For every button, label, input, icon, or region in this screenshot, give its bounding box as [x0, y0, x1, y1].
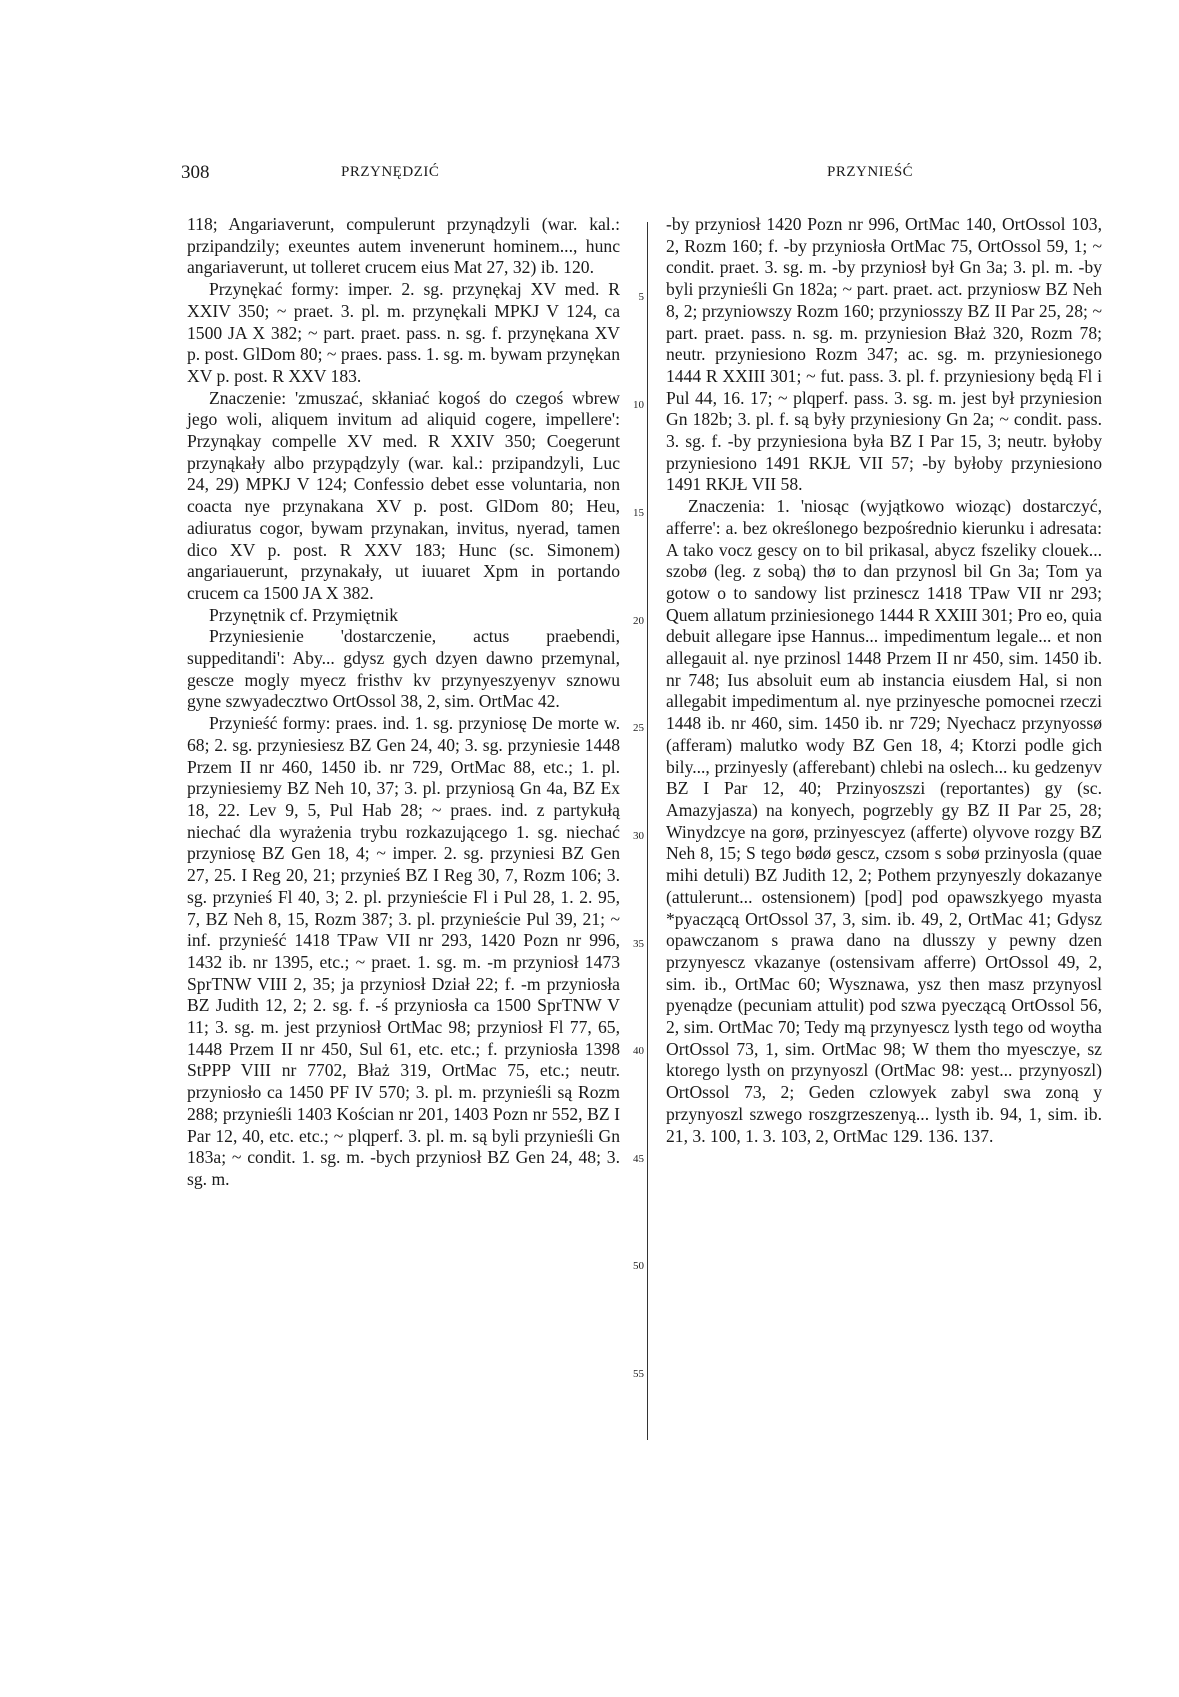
page-number: 308: [181, 162, 210, 183]
entry-continuation: 118; Angariaverunt, compulerunt przynądzyli (war. kal.: przipandzily; exeuntes autem invenerunt hominem..., hunc angariaverunt, ut tolleret crucem eius Mat 27, 32) ib. 120.: [187, 214, 620, 278]
meaning-przyniesc: Znaczenia: 1. 'niosąc (wyjątkowo wioząc) dostarczyć, afferre': a. bez określonego bezpośrednio kierunku i adresata: A tako vocz gescy on to bil prikasal, abycz fszeliky clouek... szobø (leg. z sobą) thø to dan przynosl bil Gn 3a; Tom ya gotow o to sandowy list przinescz 1418 TPaw VII nr 293; Quem allatum prziniesionego 1444 R XXIII 301; Pro eo, quia debuit allegare ipse Hannus... impedimentum legale... et non allegauit al. nye przinosl 1448 Przem II nr 450, sim. 1450 ib. nr 748; Ius absoluit eum ab instancia eiusdem Hal, si non allegabit impedimentum al. nye przinyesche pomocnei rzeczi 1448 ib. nr 460, sim. 1450 ib. nr 729; Nyechacz przynyossø (afferam) malutko wody BZ Gen 18, 4; Ktorzi podle gich bily..., przinyesly (afferebant) chlebi na oslech... ku gedzenyv BZ I Par 12, 40; Przinyoszszi (reportantes) gy (sc. Amazyjasza) na konyech, pogrzebly gy BZ II Par 25, 28; Winydzcye na gorø, przinyescyez (afferte) olyvove rozgy BZ Neh 8, 15; S tego bødø gescz, czsom s sobø przinyosla (quae mihi detuli) BZ Judith 12, 2; Pothem przynyeszly dokazanye (attulerunt... ostensionem) [pod] pod opawszkyego myasta *pyaczącą OrtOssol 37, 3, sim. ib. 49, 2, OrtMac 41; Gdysz opawczanom s prawa dano na dlusszy y pewny dzen przynyescz vkazanye (ostensivam afferre) OrtOssol 49, 2, sim. ib., OrtMac 60; Wysznawa, ysz then masz przynyosl pyenądze (pecuniam attulit) pod szwa pyeczącą OrtOssol 56, 2, sim. OrtMac 70; Tedy mą przynyescz lysth tego od woytha OrtOssol 73, 1, sim. OrtMac 98; W them tho myesczye, sz ktorego lysth on przynyoszl (OrtMac 98: yest... przynyoszl) OrtOssol 73, 2; Geden czlowyek zabyl swa zoną y przynyoszl szwego roszgrzeszenyą... lysth ib. 94, 1, sim. ib. 21, 3. 100, 1. 3. 103, 2, OrtMac 129. 136. 137.: [666, 496, 1102, 1146]
running-header: [0, 162, 1179, 192]
entry-przyniesc: Przynieść formy: praes. ind. 1. sg. przyniosę De morte w. 68; 2. sg. przyniesiesz BZ Gen 24, 40; 3. sg. przyniesie 1448 Przem II nr 460, 1450 ib. nr 729, OrtMac 88, etc.; 1. pl. przyniesiemy BZ Neh 10, 37; 3. pl. przyniosą Gn 4a, BZ Ex 18, 22. Lev 9, 5, Pul Hab 28; ~ praes. ind. z partykułą niechać dla wyrażenia trybu rozkazującego 1. sg. niechać przyniosę BZ Gen 18, 4; ~ imper. 2. sg. przyniesi BZ Gen 27, 25. I Reg 20, 21; przynieś BZ I Reg 30, 7, Rozm 106; 3. sg. przynieś Fl 40, 3; 2. pl. przynieście Fl i Pul 28, 1. 2. 95, 7, BZ Neh 8, 15, Rozm 387; 3. pl. przynieście Pul 39, 21; ~ inf. przynieść 1418 TPaw VII nr 293, 1420 Pozn nr 996, 1432 ib. nr 1395, etc.; ~ praet. 1. sg. m. -m przyniosł 1473 SprTNW VIII 2, 35; ja przyniosł Dział 22; f. -m przyniosła BZ Judith 12, 2; 2. sg. f. -ś przyniosła ca 1500 SprTNW V 11; 3. sg. m. jest przyniosł OrtMac 98; przyniosł Fl 77, 65, 1448 Przem II nr 450, Sul 61, etc. etc.; f. przyniosła 1398 StPPP VIII nr 7702, Błaż 319, OrtMac 75, etc.; neutr. przyniosło ca 1450 PF IV 570; 3. pl. m. przynieśli są Rozm 288; przynieśli 1403 Kościan nr 201, 1403 Pozn nr 552, BZ I Par 12, 40, etc. etc.; ~ plqperf. 3. pl. m. są byli przynieśli Gn 183a; ~ condit. 1. sg. m. -bych przyniosł BZ Gen 24, 48; 3. sg. m.: [187, 713, 620, 1189]
right-column: [666, 214, 1102, 1147]
line-number: 55: [633, 1368, 644, 1380]
line-number: 15: [633, 507, 644, 519]
column-divider: [647, 222, 648, 1440]
entry-przynetnik: Przynętnik cf. Przymiętnik: [209, 604, 399, 625]
line-number: 50: [633, 1260, 644, 1272]
line-number: 35: [633, 938, 644, 950]
line-number: 45: [633, 1153, 644, 1165]
left-column: [187, 214, 620, 1191]
entry-przyniesienie: Przyniesienie 'dostarczenie, actus praebendi, suppeditandi': Aby... gdysz gych dzyen dawno przemynal, gescze mogly myecz fristhv kv przynyeszyenyv sznowu gyne szwyadecztwo OrtOssol 38, 2, sim. OrtMac 42.: [187, 626, 620, 712]
running-head-right: PRZYNIEŚĆ: [827, 164, 914, 180]
line-number: 5: [638, 291, 644, 303]
meaning-przynekac: Znaczenie: 'zmuszać, skłaniać kogoś do czegoś wbrew jego woli, aliquem invitum ad aliquid cogere, impellere': Przynąkay compelle XV med. R XXIV 350; Coegerunt przynąkały albo przypądzyly (war. kal.: przipandzyli, Luc 24, 29) MPKJ V 124; Confessio debet esse voluntaria, non coacta nye przynakana XV p. post. GlDom 80; Heu, adiuratus cogor, bywam przynakan, invitus, nyerad, tamen dico XV p. post. R XXV 183; Hunc (sc. Simonem) angariauerunt, przynakały, ut iuuaret Xpm in portando crucem ca 1500 JA X 382.: [187, 387, 620, 603]
running-head-left: PRZYNĘDZIĆ: [341, 164, 440, 180]
line-number: 25: [633, 722, 644, 734]
line-number: 20: [633, 615, 644, 627]
entry-przyniesc-forms-continued: -by przyniosł 1420 Pozn nr 996, OrtMac 140, OrtOssol 103, 2, Rozm 160; f. -by przyniosła OrtMac 75, OrtOssol 59, 1; ~ condit. praet. 3. sg. m. -by przyniosł był Gn 3a; 3. pl. m. -by byli przynieśli Gn 182a; ~ part. praet. act. przyniosw BZ Neh 8, 2; przyniowszy Rozm 160; przyniosszy BZ II Par 25, 28; ~ part. praet. pass. n. sg. m. przyniesion Błaż 320, Rozm 78; neutr. przyniesiono Rozm 347; ac. sg. m. przyniesionego 1444 R XXIII 301; ~ fut. pass. 3. pl. f. przyniesiony będą Fl i Pul 44, 16. 17; ~ plqperf. pass. 3. sg. m. jest był przyniesion Gn 182b; 3. pl. f. są były przyniesiony Gn 2a; ~ condit. pass. 3. sg. f. -by przyniesiona była BZ I Par 15, 3; neutr. byłoby przyniesiono 1491 RKJŁ VII 57; -by byłoby przyniesiono 1491 RKJŁ VII 58.: [666, 214, 1102, 495]
entry-przynekac: Przynękać formy: imper. 2. sg. przynękaj XV med. R XXIV 350; ~ praet. 3. pl. m. przynękali MPKJ V 124, ca 1500 JA X 382; ~ part. praet. pass. n. sg. f. przynękana XV p. post. GlDom 80; ~ praes. pass. 1. sg. m. bywam przynękan XV p. post. R XXV 183.: [187, 279, 620, 386]
line-number: 10: [633, 399, 644, 411]
line-number: 30: [633, 830, 644, 842]
line-number: 40: [633, 1045, 644, 1057]
